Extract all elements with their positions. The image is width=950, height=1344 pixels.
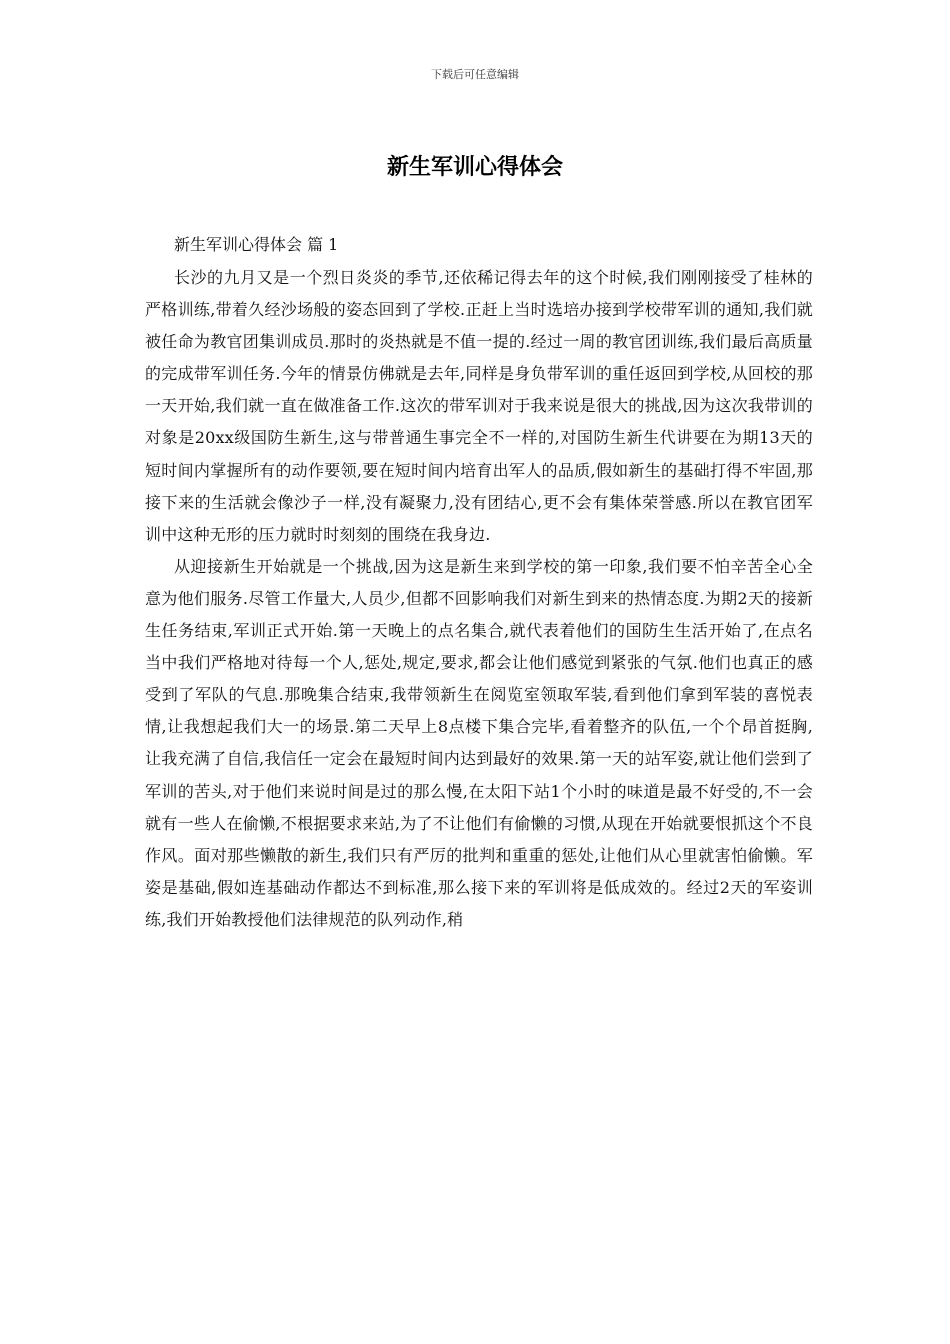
paragraph: 从迎接新生开始就是一个挑战,因为这是新生来到学校的第一印象,我们要不怕辛苦全心全意为他们服务.尽管工作量大,人员少,但都不回影响我们对新生到来的热情态度.为期2天的接新生任务结束,军训正式开始.第一天晚上的点名集合,就代表着他们的国防生生活开始了,在点名当中我们严格地对待每一个人,惩处,规定,要求,都会让他们感觉到紧张的气氛.他们也真正的感受到了军队的气息.那晚集合结束,我带领新生在阅览室领取军装,看到他们拿到军装的喜悦表情,让我想起我们大一的场景.第二天早上8点楼下集合完毕,看着整齐的队伍,一个个昂首挺胸,让我充满了自信,我信任一定会在最短时间内达到最好的效果.第一天的站军姿,就让他们尝到了军训的苦头,对于他们来说时间是过的那么慢,在太阳下站1个小时的味道是最不好受的,不一会就有一些人在偷懒,不根据要求来站,为了不让他们有偷懒的习惯,从现在开始就要恨抓这个不良作风。面对那些懒散的新生,我们只有严厉的批判和重重的惩处,让他们从心里就害怕偷懒。军姿是基础,假如连基础动作都达不到标准,那么接下来的军训将是低成效的。经过2天的军姿训练,我们开始教授他们法律规范的队列动作,稍 [145, 556, 813, 929]
document-body [145, 262, 813, 936]
header-note: 下载后可任意编辑 [431, 68, 519, 81]
section-heading: 新生军训心得体会 篇 1 [174, 235, 339, 254]
document-title: 新生军训心得体会 [386, 154, 563, 180]
paragraph: 长沙的九月又是一个烈日炎炎的季节,还依稀记得去年的这个时候,我们刚刚接受了桂林的严格训练,带着久经沙场般的姿态回到了学校.正赶上当时选培办接到学校带军训的通知,我们就被任命为教官团集训成员.那时的炎热就是不值一提的.经过一周的教官团训练,我们最后高质量的完成带军训任务.今年的情景仿佛就是去年,同样是身负带军训的重任返回到学校,从回校的那一天开始,我们就一直在做准备工作.这次的带军训对于我来说是很大的挑战,因为这次我带训的对象是20xx级国防生新生,这与带普通生事完全不一样的,对国防生新生代讲要在为期13天的短时间内掌握所有的动作要领,要在短时间内培育出军人的品质,假如新生的基础打得不牢固,那接下来的生活就会像沙子一样,没有凝聚力,没有团结心,更不会有集体荣誉感.所以在教官团军训中这种无形的压力就时时刻刻的围绕在我身边. [145, 268, 813, 544]
